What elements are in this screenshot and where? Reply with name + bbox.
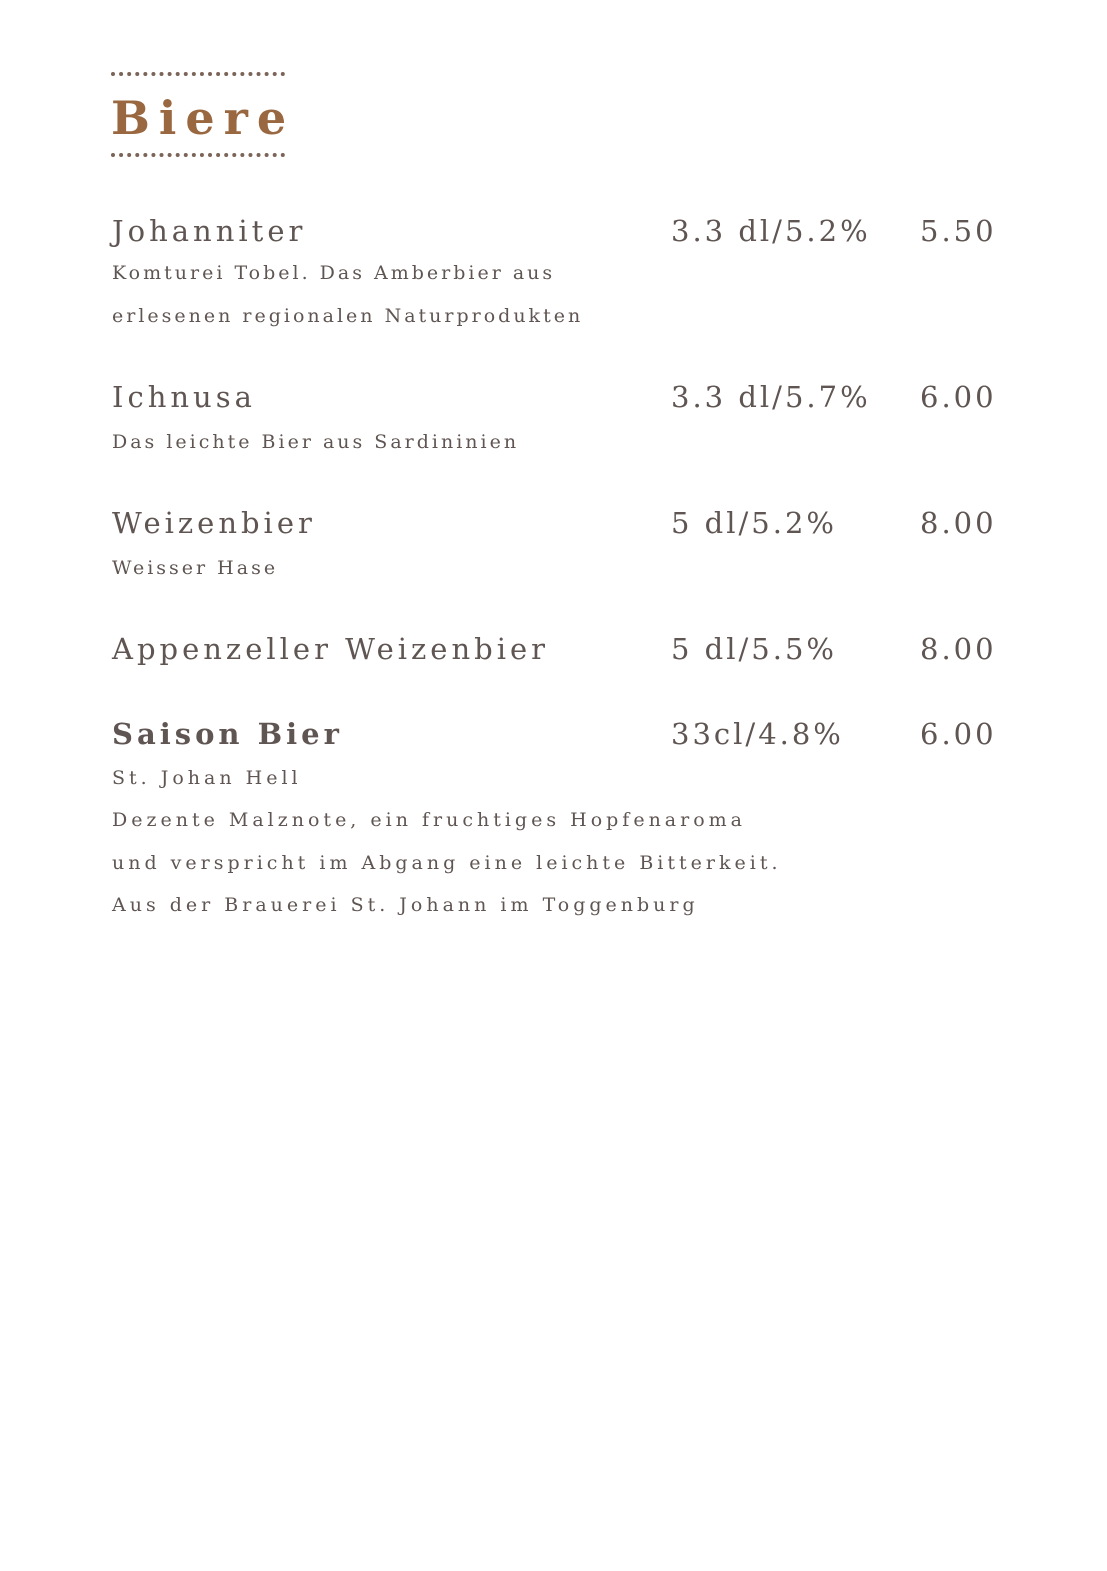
dotted-rule-top [111,72,285,76]
item-volume: 33cl/4.8% [671,717,844,751]
item-description-line: Komturei Tobel. Das Amberbier aus [112,262,556,284]
item-description-line: erlesenen regionalen Naturprodukten [112,305,584,327]
item-name: Ichnusa [112,380,256,414]
item-price: 8.00 [920,632,997,666]
item-price: 8.00 [920,506,997,540]
item-price: 6.00 [920,717,997,751]
item-description-line: Aus der Brauerei St. Johann im Toggenburg [112,894,699,916]
item-name: Weizenbier [112,506,316,540]
item-volume: 3.3 dl/5.7% [671,380,871,414]
item-description-line: Weisser Hase [112,557,279,579]
item-description-line: Das leichte Bier aus Sardininien [112,431,520,453]
item-price: 5.50 [920,214,997,248]
item-description-line: und verspricht im Abgang eine leichte Bitterkeit. [112,852,782,874]
item-name: Johanniter [112,214,307,248]
section-title: Biere [111,91,296,145]
item-description-line: St. Johan Hell [112,767,302,789]
item-name: Appenzeller Weizenbier [112,632,550,666]
item-volume: 5 dl/5.5% [671,632,837,666]
item-price: 6.00 [920,380,997,414]
item-volume: 5 dl/5.2% [671,506,837,540]
item-description-line: Dezente Malznote, ein fruchtiges Hopfenaroma [112,809,747,831]
item-volume: 3.3 dl/5.2% [671,214,871,248]
dotted-rule-bottom [111,153,285,157]
item-name: Saison Bier [112,717,343,751]
